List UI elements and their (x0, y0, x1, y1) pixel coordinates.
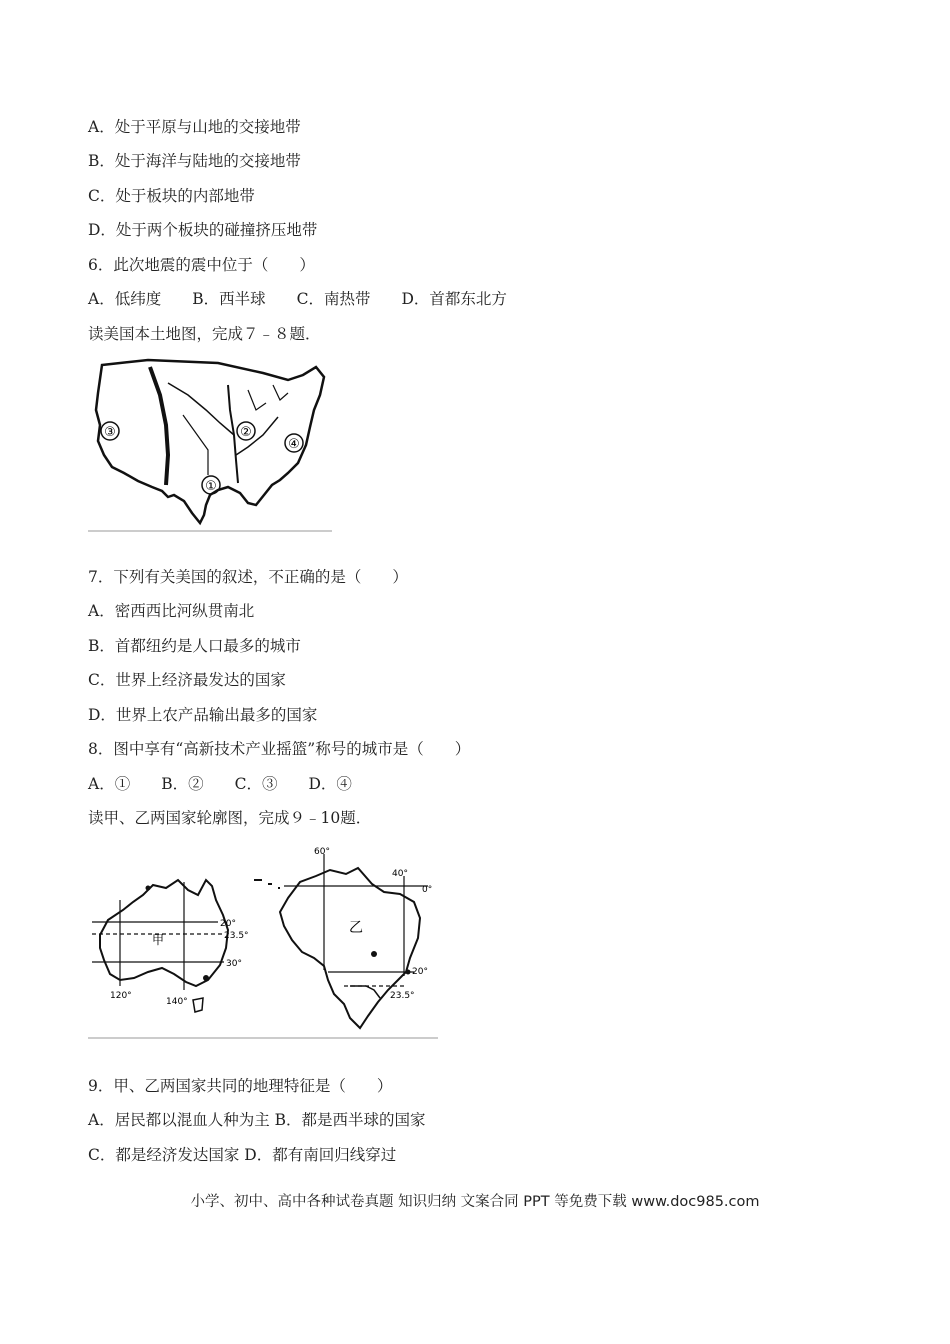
australia-capital-dot (203, 975, 209, 981)
state-line-2 (248, 390, 266, 410)
q8-options: A．① B．② C．③ D．④ (88, 775, 352, 793)
state-line-1 (183, 415, 208, 475)
brazil-lat-20-label: 20° (412, 967, 428, 977)
australia-map (92, 880, 249, 1012)
australia-lon-140-label: 140° (166, 997, 188, 1007)
brazil-map (254, 847, 432, 1028)
australia-brazil-figure (88, 840, 440, 1042)
australia-north-dot (146, 886, 151, 891)
rocky-mountains (150, 367, 168, 485)
q5-option-a: A．处于平原与山地的交接地带 (88, 118, 301, 136)
marker-4-label: ④ (288, 437, 300, 452)
q7-option-c: C．世界上经济最发达的国家 (88, 671, 286, 689)
q6-stem: 6．此次地震的震中位于（ ） (88, 256, 315, 274)
q8-stem: 8．图中享有“高新技术产业摇篮”称号的城市是（ ） (88, 740, 471, 758)
brazil-lon-40-label: 40° (392, 869, 408, 879)
brazil-lon-60-label: 60° (314, 847, 330, 857)
caribbean-islands (254, 880, 280, 888)
q9-options-row-1: A．居民都以混血人种为主 B．都是西半球的国家 (88, 1111, 426, 1129)
intro-questions-7-8: 读美国本土地图，完成７﹣８题． (88, 325, 321, 343)
australia-label: 甲 (151, 933, 165, 947)
brazil-lat-23-label: 23.5° (390, 991, 415, 1001)
brazil-lat-0-label: 0° (422, 885, 433, 895)
q5-option-b: B．处于海洋与陆地的交接地带 (88, 152, 301, 170)
usa-map-figure (88, 355, 334, 533)
marker-1-label: ① (205, 479, 217, 494)
q7-option-d: D．世界上农产品输出最多的国家 (88, 706, 318, 724)
intro-questions-9-10: 读甲、乙两国家轮廓图，完成９﹣10题． (88, 809, 372, 827)
q5-option-c: C．处于板块的内部地带 (88, 187, 255, 205)
brazil-capital-dot (371, 951, 377, 957)
q9-options-row-2: C．都是经济发达国家 D．都有南回归线穿过 (88, 1146, 397, 1164)
state-line-3 (273, 385, 288, 400)
brazil-label: 乙 (349, 920, 363, 936)
brazil-east-dot (406, 970, 411, 975)
q7-option-b: B．首都纽约是人口最多的城市 (88, 637, 301, 655)
tasmania-outline (193, 998, 203, 1012)
australia-lat-23-label: 23.5° (224, 931, 249, 941)
q7-stem: 7．下列有关美国的叙述，不正确的是（ ） (88, 568, 408, 586)
australia-lat-30-label: 30° (226, 959, 242, 969)
marker-2-label: ② (240, 425, 252, 440)
australia-lat-20-label: 20° (220, 919, 236, 929)
q7-option-a: A．密西西比河纵贯南北 (88, 602, 255, 620)
page-footer: 小学、初中、高中各种试卷真题 知识归纳 文案合同 PPT 等免费下载 www.doc985.com (190, 1194, 760, 1210)
missouri-river (168, 383, 234, 435)
q9-stem: 9．甲、乙两国家共同的地理特征是（ ） (88, 1077, 393, 1095)
q6-options: A．低纬度 B．西半球 C．南热带 D．首都东北方 (88, 290, 507, 308)
australia-lon-120-label: 120° (110, 991, 132, 1001)
brazil-outline (280, 868, 420, 1028)
marker-3-label: ③ (104, 425, 116, 440)
brazil-south-outline (350, 986, 380, 998)
q5-option-d: D．处于两个板块的碰撞挤压地带 (88, 221, 318, 239)
